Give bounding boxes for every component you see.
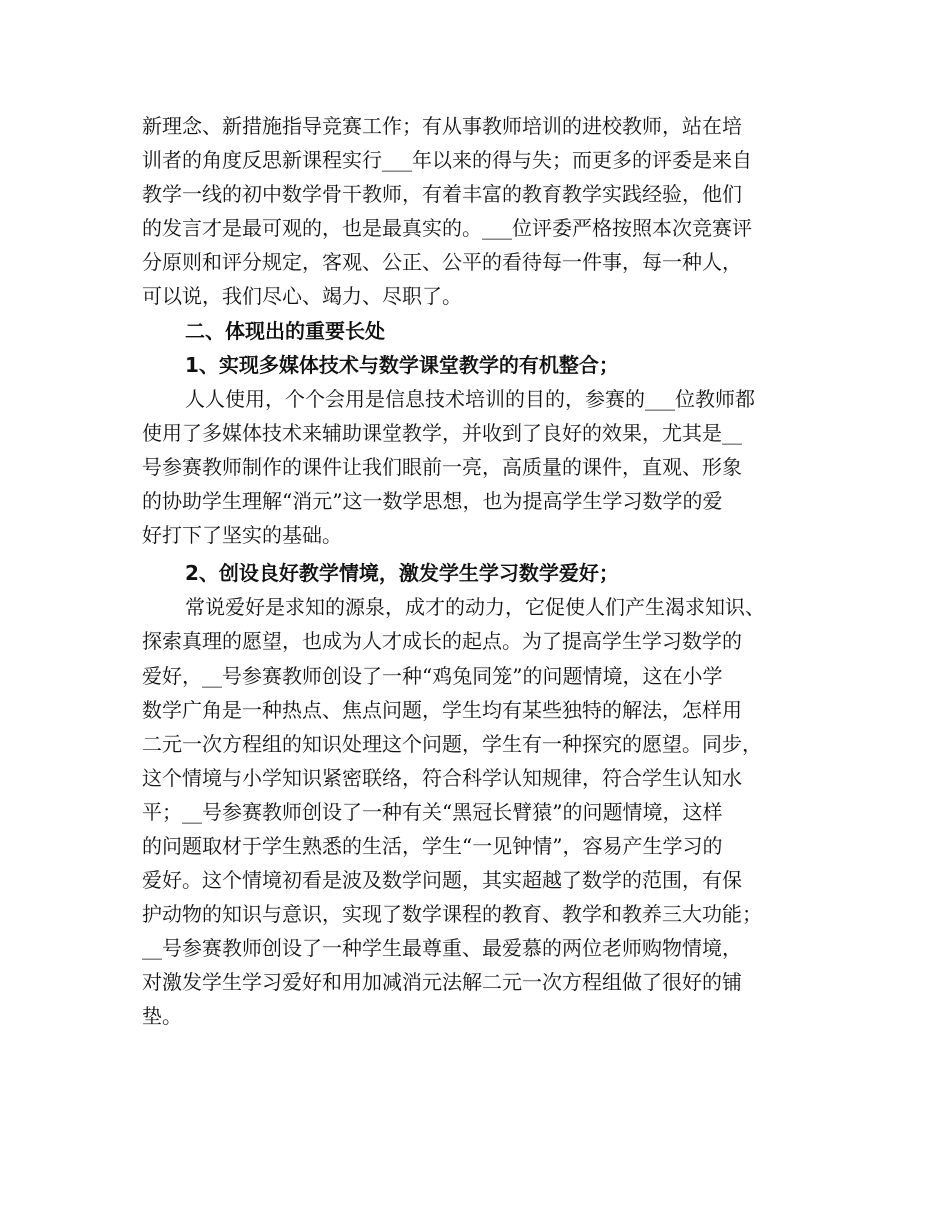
- paragraph-line: 好打下了坚实的基础。: [142, 523, 342, 548]
- subsection-heading: 1、实现多媒体技术与数学课堂教学的有机整合；: [185, 352, 619, 377]
- paragraph-line: 爱好。这个情境初看是波及数学问题，其实超越了数学的范围，有保: [142, 868, 742, 893]
- paragraph-line: 可以说，我们尽心、竭力、尽职了。: [142, 284, 462, 309]
- paragraph-line: 护动物的知识与意识，实现了数学课程的教育、教学和教养三大功能；: [142, 902, 762, 927]
- document-body: [142, 109, 808, 1034]
- paragraph-line: 探索真理的愿望，也成为人才成长的起点。为了提高学生学习数学的: [142, 629, 742, 654]
- paragraph-line: 爱好，__号参赛教师创设了一种“鸡兔同笼”的问题情境，这在小学: [142, 663, 723, 688]
- subsection-heading: 2、创设良好教学情境，激发学生学习数学爱好；: [185, 561, 619, 586]
- paragraph-line: 人人使用，个个会用是信息技术培训的目的，参赛的___位教师都: [185, 386, 755, 411]
- paragraph-line: 平；__号参赛教师创设了一种有关“黑冠长臂猿”的问题情境，这样: [142, 799, 723, 824]
- section-heading: 二、体现出的重要长处: [185, 318, 385, 343]
- paragraph-line: 新理念、新措施指导竞赛工作；有从事教师培训的进校教师，站在培: [142, 114, 742, 138]
- paragraph-line: 的发言才是最可观的，也是最真实的。___位评委严格按照本次竞赛评: [142, 216, 752, 241]
- paragraph-line: 数学广角是一种热点、焦点问题，学生均有某些独特的解法，怎样用: [142, 697, 742, 722]
- paragraph-line: 常说爱好是求知的源泉，成才的动力，它促使人们产生渴求知识、: [185, 595, 765, 620]
- paragraph-line: 教学一线的初中数学骨干教师，有着丰富的教育教学实践经验，他们: [142, 182, 742, 207]
- paragraph-line: 训者的角度反思新课程实行___年以来的得与失；而更多的评委是来自: [142, 148, 752, 173]
- paragraph-line: __号参赛教师创设了一种学生最尊重、最爱慕的两位老师购物情境，: [142, 936, 742, 961]
- paragraph-line: 这个情境与小学知识紧密联络，符合科学认知规律，符合学生认知水: [142, 765, 742, 790]
- paragraph-line: 使用了多媒体技术来辅助课堂教学，并收到了良好的效果，尤其是__: [142, 420, 742, 445]
- paragraph-line: 的问题取材于学生熟悉的生活，学生“一见钟情”，容易产生学习的: [142, 833, 723, 858]
- paragraph-line: 分原则和评分规定，客观、公正、公平的看待每一件事，每一种人，: [142, 250, 742, 275]
- paragraph-line: 垫。: [142, 1004, 182, 1029]
- paragraph-line: 对激发学生学习爱好和用加减消元法解二元一次方程组做了很好的铺: [142, 970, 742, 995]
- paragraph-line: 的协助学生理解“消元”这一数学思想，也为提高学生学习数学的爱: [142, 489, 723, 514]
- paragraph-line: 二元一次方程组的知识处理这个问题，学生有一种探究的愿望。同步，: [142, 731, 762, 756]
- paragraph-line: 号参赛教师制作的课件让我们眼前一亮，高质量的课件，直观、形象: [142, 454, 742, 479]
